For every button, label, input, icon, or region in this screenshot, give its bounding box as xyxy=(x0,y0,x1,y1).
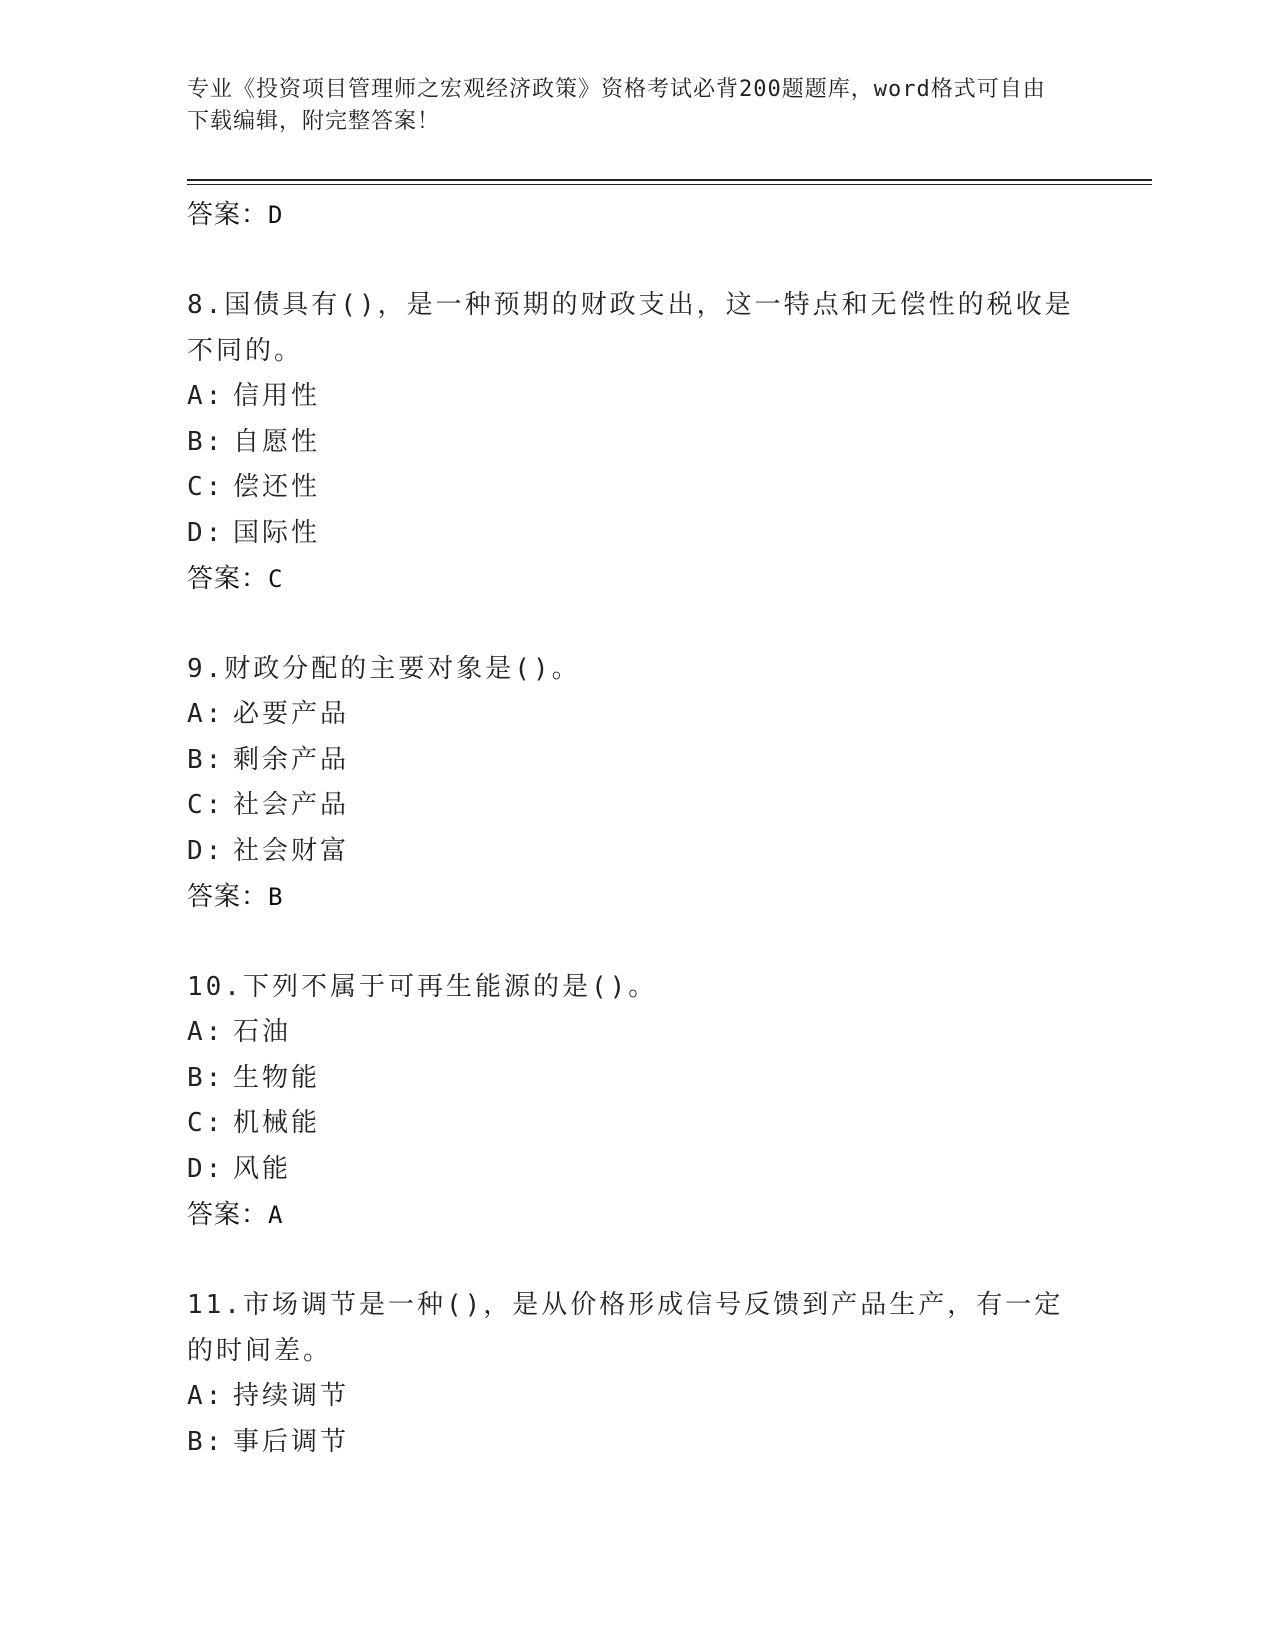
option-letter: A: xyxy=(187,699,225,729)
header-rule-thick xyxy=(187,179,1152,181)
answer-value: B xyxy=(268,883,284,911)
option-letter: C: xyxy=(187,1108,225,1138)
option-letter: D: xyxy=(187,835,225,866)
question-block xyxy=(187,282,1087,602)
header-rule-thin xyxy=(187,184,1152,185)
option-text: 国际性 xyxy=(233,517,321,548)
option-text: 石油 xyxy=(233,1017,292,1047)
option-text: 社会产品 xyxy=(233,790,350,820)
option-letter: A: xyxy=(187,1381,225,1411)
answer-option xyxy=(187,692,1087,738)
answer-value: A xyxy=(268,1201,284,1229)
question-list xyxy=(187,282,1087,1465)
question-block xyxy=(187,646,1087,920)
option-text: 剩余产品 xyxy=(233,744,350,775)
answer-line xyxy=(187,192,1087,238)
answer-option xyxy=(187,1420,1087,1466)
question-stem: 11.市场调节是一种()，是从价格形成信号反馈到产品生产，有一定的时间差。 xyxy=(187,1290,1064,1366)
option-letter: A: xyxy=(187,1017,225,1047)
option-text: 偿还性 xyxy=(233,472,321,502)
answer-option xyxy=(187,783,1087,829)
answer-line xyxy=(187,1192,1087,1238)
answer-option xyxy=(187,829,1087,875)
option-text: 必要产品 xyxy=(233,699,350,729)
option-letter: B: xyxy=(187,744,225,775)
answer-option xyxy=(187,465,1087,511)
option-letter: B: xyxy=(187,426,225,457)
option-text: 生物能 xyxy=(233,1062,321,1093)
document-header: 专业《投资项目管理师之宏观经济政策》资格考试必背200题题库，word格式可自由下载编辑，附完整答案！ xyxy=(187,77,1046,134)
answer-option xyxy=(187,1101,1087,1147)
answer-line xyxy=(187,874,1087,920)
answer-option xyxy=(187,1147,1087,1193)
question-block xyxy=(187,964,1087,1238)
answer-option xyxy=(187,738,1087,784)
answer-label: 答案： xyxy=(187,564,269,594)
question-block xyxy=(187,1282,1087,1465)
option-letter: A: xyxy=(187,381,225,411)
question-content xyxy=(187,192,1087,1465)
option-letter: D: xyxy=(187,517,225,548)
option-text: 自愿性 xyxy=(233,426,321,457)
option-text: 信用性 xyxy=(233,381,321,411)
question-stem: 10.下列不属于可再生能源的是()。 xyxy=(187,972,658,1002)
answer-option xyxy=(187,1056,1087,1102)
option-letter: C: xyxy=(187,790,225,820)
answer-option xyxy=(187,1374,1087,1420)
answer-label: 答案： xyxy=(187,200,269,230)
question-stem: 9.财政分配的主要对象是()。 xyxy=(187,654,581,684)
answer-option xyxy=(187,511,1087,557)
option-letter: D: xyxy=(187,1153,225,1184)
option-text: 机械能 xyxy=(233,1108,321,1138)
option-letter: B: xyxy=(187,1426,225,1457)
answer-option xyxy=(187,420,1087,466)
option-text: 持续调节 xyxy=(233,1381,350,1411)
option-letter: B: xyxy=(187,1062,225,1093)
answer-value: C xyxy=(268,565,284,593)
answer-label: 答案： xyxy=(187,882,269,912)
question-stem: 8.国债具有()，是一种预期的财政支出，这一特点和无偿性的税收是不同的。 xyxy=(187,290,1074,366)
answer-option xyxy=(187,374,1087,420)
option-letter: C: xyxy=(187,472,225,502)
option-text: 社会财富 xyxy=(233,835,350,866)
answer-line xyxy=(187,556,1087,602)
option-text: 风能 xyxy=(233,1153,292,1184)
answer-value: D xyxy=(268,201,284,229)
answer-label: 答案： xyxy=(187,1200,269,1230)
option-text: 事后调节 xyxy=(233,1426,350,1457)
answer-option xyxy=(187,1010,1087,1056)
